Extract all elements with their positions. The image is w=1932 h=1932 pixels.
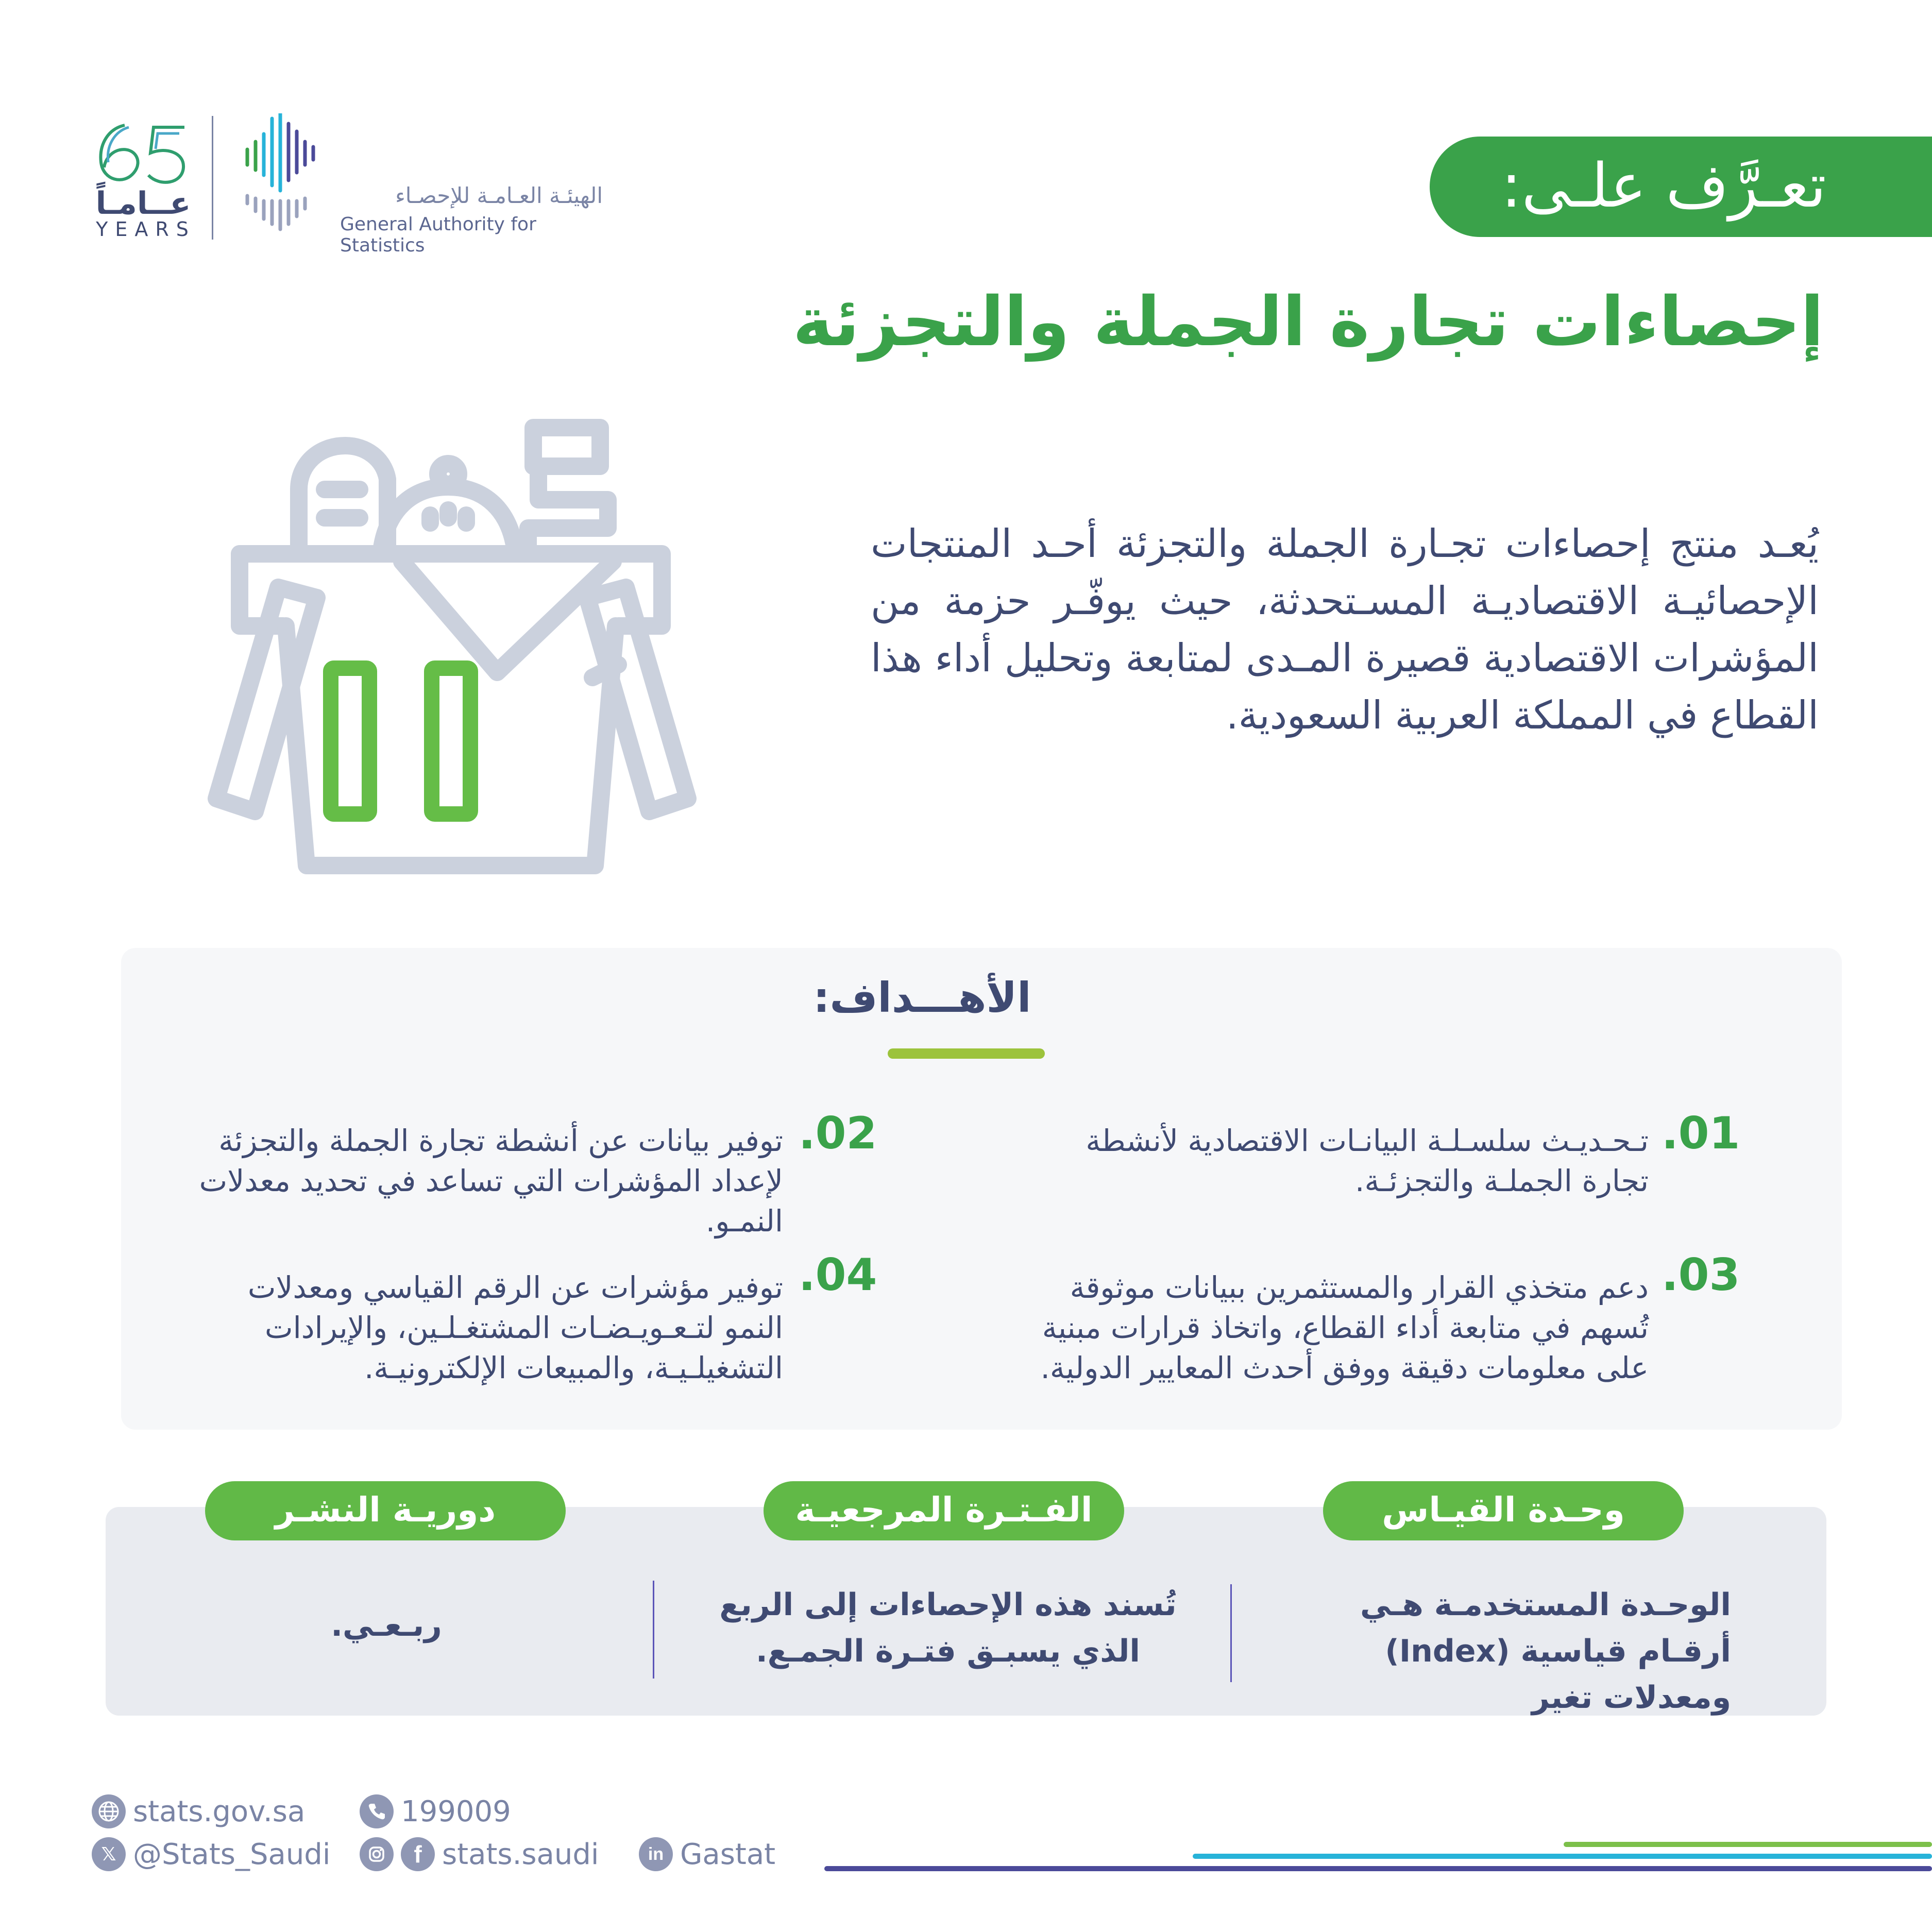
- logo-divider: [212, 116, 213, 240]
- gastat-arabic-name: الهيئـة العـامـة للإحصـاء: [395, 183, 603, 208]
- decorative-line-green: [1564, 1842, 1932, 1847]
- anniversary-arabic-label: عــامـاً: [95, 185, 191, 222]
- facebook-icon: f: [401, 1837, 435, 1871]
- gastat-english-name: General Authority for Statistics: [340, 214, 536, 256]
- linkedin-text: Gastat: [680, 1837, 776, 1871]
- x-icon: 𝕏: [92, 1837, 126, 1871]
- phone-link[interactable]: [360, 1793, 511, 1830]
- anniversary-logo: [88, 116, 196, 245]
- goals-heading: الأهـــداف:: [813, 974, 1031, 1022]
- info-divider: [1230, 1584, 1232, 1682]
- instagram-icon: [360, 1837, 394, 1871]
- unit-of-measure-text: الوحـدة المستخدمـة هـي أرقـام قياسية (Index) ومعدلات تغير: [1360, 1587, 1731, 1716]
- goal-number: .04: [799, 1249, 877, 1301]
- website-link[interactable]: [92, 1793, 305, 1830]
- intro-label: تعـرَّف علـى:: [1501, 150, 1826, 221]
- page-title: إحصاءات تجارة الجملة والتجزئة: [792, 282, 1824, 362]
- reference-period-text: تُسند هذه الإحصاءات إلى الربع الذي يسبـق فتـرة الجمـع.: [719, 1587, 1177, 1669]
- twitter-link[interactable]: [92, 1836, 330, 1873]
- twitter-text: @Stats_Saudi: [133, 1837, 331, 1871]
- goals-underline: [888, 1048, 1045, 1059]
- info-divider: [653, 1581, 654, 1679]
- linkedin-link[interactable]: [639, 1836, 775, 1873]
- goal-text: دعم متخذي القرار والمستثمرين ببيانات موثوقة تُسهم في متابعة أداء القطاع، واتخاذ قرارات مبنية على معلومات دقيقة ووفق أحدث المعايير الدولية.: [1040, 1270, 1649, 1385]
- gastat-logo-icon: [237, 113, 325, 237]
- goal-number: .03: [1662, 1249, 1740, 1301]
- unit-of-measure-label: وحـدة القيـاس: [1323, 1481, 1684, 1540]
- globe-icon: [92, 1794, 126, 1828]
- social-link[interactable]: [360, 1836, 599, 1873]
- decorative-line-cyan: [1193, 1854, 1932, 1859]
- publication-frequency-label: دوريـة النشـر: [205, 1481, 566, 1540]
- goal-text: توفير مؤشرات عن الرقم القياسي ومعدلات النمو لتـعـويـضـات المشتغـلـين، والإيرادات التشغيلـيـة، والمبيعات الإلكترونيـة.: [247, 1270, 783, 1385]
- publication-frequency-text: ربـعـي.: [331, 1607, 442, 1643]
- linkedin-icon: in: [639, 1837, 673, 1871]
- description-paragraph: يُعـد منتج إحصاءات تجـارة الجملة والتجزئة أحـد المنتجات الإحصائيـة الاقتصاديـة المسـتحدثة، حيث يوفّـر حزمة من المؤشرات الاقتصادية قصيرة المـدى لمتابعة وتحليل أداء هذا القطاع في المملكة العربية السعودية.: [871, 521, 1819, 738]
- decorative-line-indigo: [824, 1866, 1932, 1871]
- intro-pill: [1430, 137, 1932, 237]
- anniversary-number-icon: [88, 116, 196, 193]
- goal-text: توفير بيانات عن أنشطة تجارة الجملة والتجزئة لإعداد المؤشرات التي تساعد في تحديد معدلات النمـو.: [199, 1123, 783, 1239]
- goal-text: تـحـديـث سلسـلـة البيانـات الاقتصادية لأنشطة تجارة الجملـة والتجزئـة.: [1086, 1123, 1649, 1198]
- reference-period-label: الفـتـرة المرجعيـة: [764, 1481, 1124, 1540]
- phone-text: 199009: [401, 1794, 511, 1828]
- phone-icon: [360, 1794, 394, 1828]
- website-text: stats.gov.sa: [133, 1794, 306, 1828]
- social-text: stats.saudi: [442, 1837, 599, 1871]
- goal-number: .02: [799, 1108, 877, 1159]
- shopping-basket-icon: [196, 412, 706, 876]
- anniversary-english-label: YEARS: [96, 218, 196, 241]
- goal-number: .01: [1662, 1108, 1740, 1159]
